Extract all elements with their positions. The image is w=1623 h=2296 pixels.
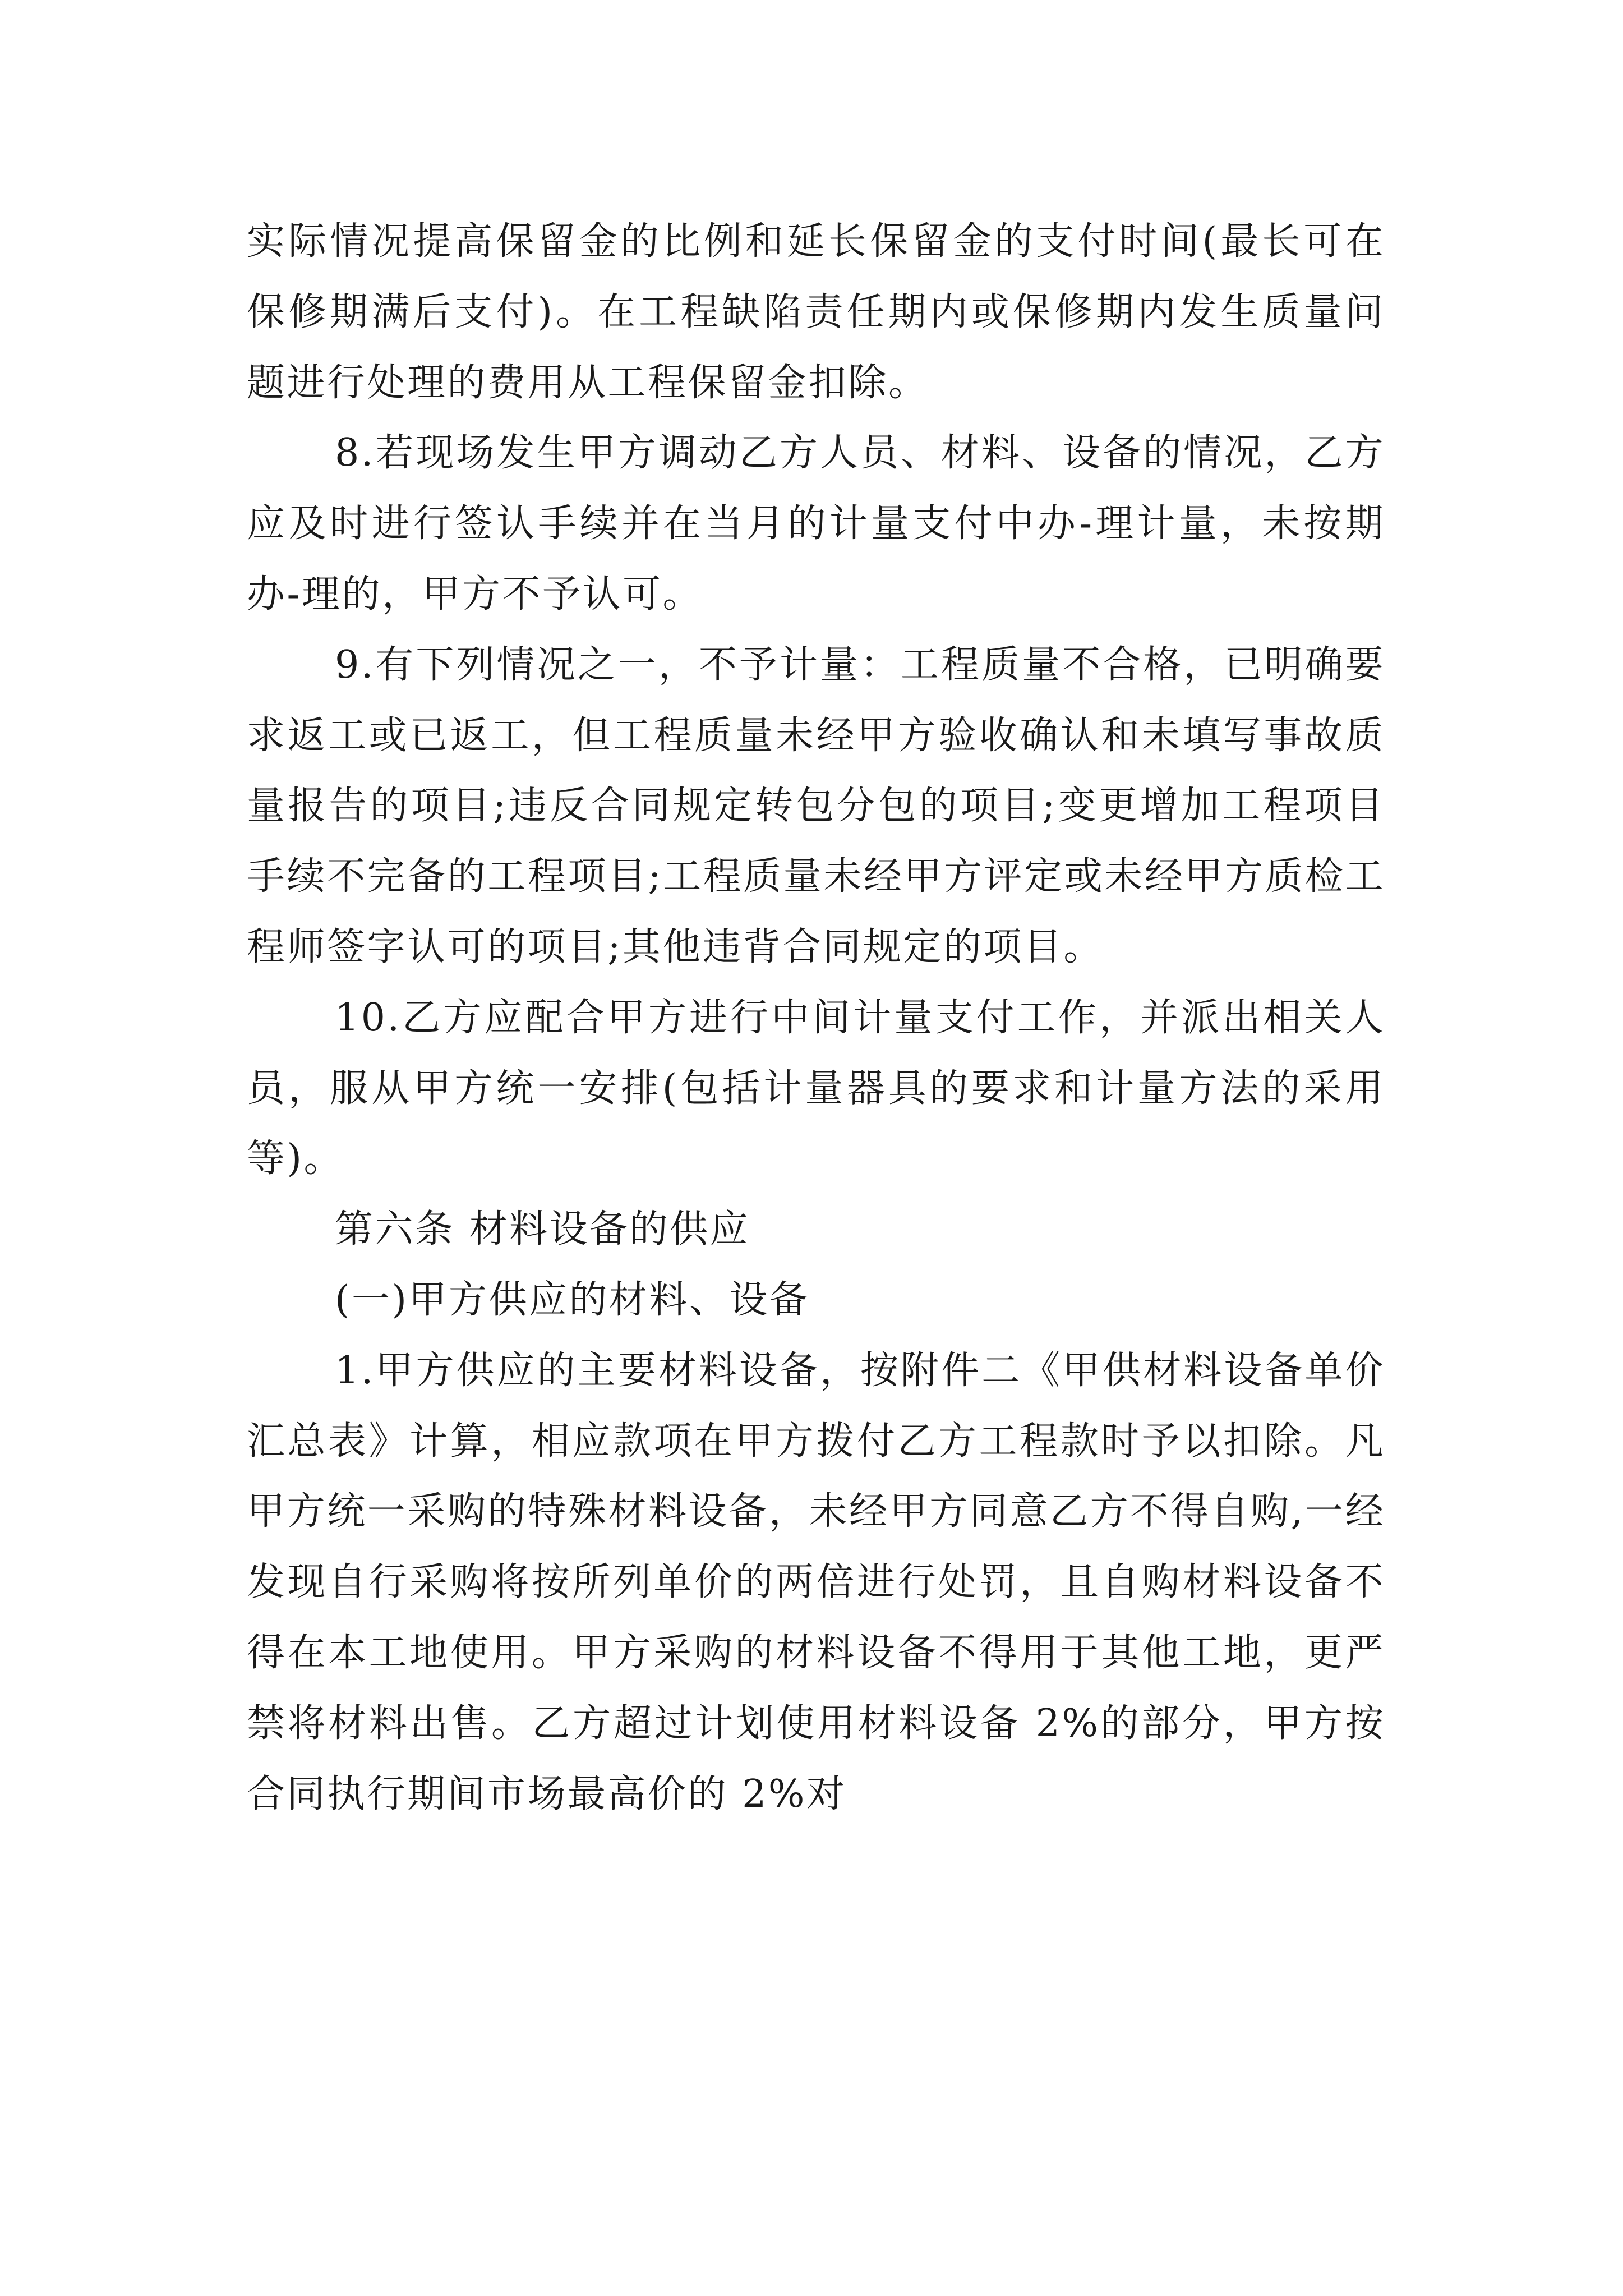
paragraph-item-8: 8.若现场发生甲方调动乙方人员、材料、设备的情况，乙方应及时进行签认手续并在当月的计量支付中办-理计量，未按期办-理的，甲方不予认可。	[247, 431, 1385, 616]
article-heading-6: 第六条 材料设备的供应	[335, 1207, 750, 1252]
section-heading-1: (一)甲方供应的材料、设备	[335, 1277, 810, 1322]
paragraph-item-9: 9.有下列情况之一，不予计量：工程质量不合格，已明确要求返工或已返工，但工程质量未经甲方验收确认和未填写事故质量报告的项目;违反合同规定转包分包的项目;变更增加工程项目手续不完备的工程项目;工程质量未经甲方评定或未经甲方质检工程师签字认可的项目;其他违背合同规定的项目。	[247, 642, 1385, 969]
paragraph-sub-item-1: 1.甲方供应的主要材料设备，按附件二《甲供材料设备单价汇总表》计算，相应款项在甲方拨付乙方工程款时予以扣除。凡甲方统一采购的特殊材料设备，未经甲方同意乙方不得自购,一经发现自行采购将按所列单价的两倍进行处罚，且自购材料设备不得在本工地使用。甲方采购的材料设备不得用于其他工地，更严禁将材料出售。乙方超过计划使用材料设备 2%的部分，甲方按合同执行期间市场最高价的 2%对	[247, 1348, 1385, 1816]
paragraph-item-10: 10.乙方应配合甲方进行中间计量支付工作，并派出相关人员，服从甲方统一安排(包括计量器具的要求和计量方法的采用等)。	[247, 995, 1385, 1181]
contract-text-body	[247, 206, 1385, 1829]
paragraph-continuation: 实际情况提高保留金的比例和延长保留金的支付时间(最长可在保修期满后支付)。在工程缺陷责任期内或保修期内发生质量问题进行处理的费用从工程保留金扣除。	[247, 219, 1386, 405]
